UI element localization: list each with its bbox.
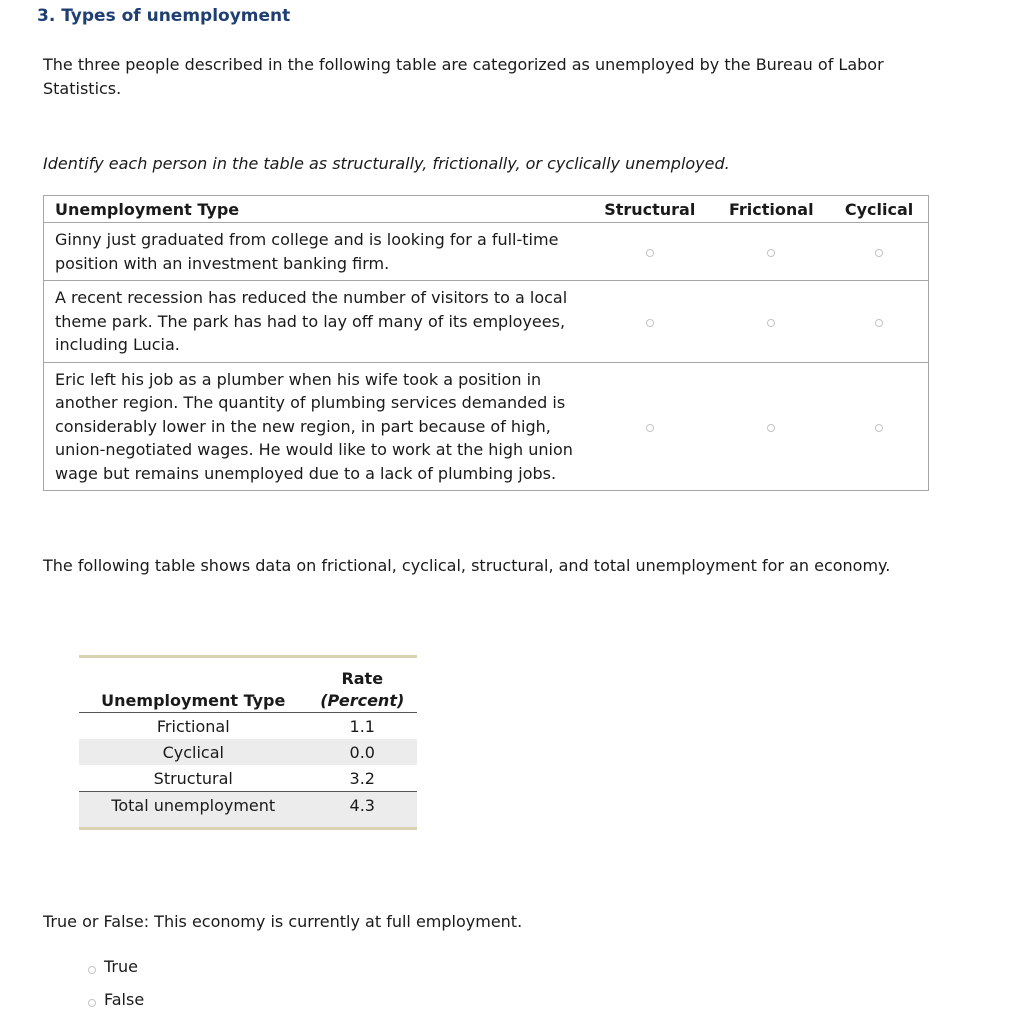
total-row bbox=[79, 792, 417, 829]
header-rate: Rate bbox=[341, 669, 384, 688]
instruction-text: Identify each person in the table as structurally, frictionally, or cyclically unemployed. bbox=[43, 154, 730, 173]
row-type: Cyclical bbox=[79, 739, 308, 765]
classification-table bbox=[43, 195, 929, 491]
total-rate: 4.3 bbox=[308, 792, 417, 829]
data-header-row-2 bbox=[79, 690, 417, 713]
table-row-lucia bbox=[44, 281, 929, 363]
option-true[interactable] bbox=[88, 957, 138, 976]
row-description: A recent recession has reduced the number of visitors to a local theme park. The park has had to lay off many of its employees, including Lucia. bbox=[44, 281, 588, 363]
ginny-frictional-radio[interactable] bbox=[767, 249, 775, 257]
lucia-structural-radio[interactable] bbox=[646, 319, 654, 327]
question-text: True or False: This economy is currently at full employment. bbox=[43, 912, 523, 931]
data-header-row-1 bbox=[79, 657, 417, 691]
table-row-ginny bbox=[44, 223, 929, 281]
lucia-frictional-radio[interactable] bbox=[767, 319, 775, 327]
header-frictional: Frictional bbox=[713, 196, 831, 223]
option-true-label: True bbox=[104, 957, 138, 976]
row-rate: 3.2 bbox=[349, 768, 375, 788]
section-heading: 3. Types of unemployment bbox=[37, 6, 291, 26]
eric-structural-radio[interactable] bbox=[646, 424, 654, 432]
header-unemployment-type: Unemployment Type bbox=[79, 690, 308, 713]
ginny-cyclical-radio[interactable] bbox=[875, 249, 883, 257]
row-description: Ginny just graduated from college and is looking for a full-time position with an investment banking firm. bbox=[44, 223, 588, 281]
intro-text: The three people described in the following table are categorized as unemployed by the Bureau of Labor Statistics. bbox=[43, 55, 884, 98]
true-radio[interactable] bbox=[88, 966, 96, 974]
data-intro-text: The following table shows data on frictional, cyclical, structural, and total unemployment for an economy. bbox=[43, 556, 891, 575]
option-false-label: False bbox=[104, 990, 145, 1009]
header-cyclical: Cyclical bbox=[830, 196, 928, 223]
false-radio[interactable] bbox=[88, 999, 96, 1007]
row-rate: 1.1 bbox=[349, 716, 375, 736]
table-row bbox=[79, 739, 417, 765]
row-type: Structural bbox=[153, 768, 233, 788]
option-false[interactable] bbox=[88, 990, 144, 1009]
lucia-cyclical-radio[interactable] bbox=[875, 319, 883, 327]
table-row bbox=[79, 713, 417, 740]
unemployment-rate-table bbox=[79, 655, 417, 830]
eric-frictional-radio[interactable] bbox=[767, 424, 775, 432]
header-unemployment-type: Unemployment Type bbox=[44, 196, 588, 223]
table-row bbox=[79, 765, 417, 792]
row-rate: 0.0 bbox=[308, 739, 417, 765]
eric-cyclical-radio[interactable] bbox=[875, 424, 883, 432]
ginny-structural-radio[interactable] bbox=[646, 249, 654, 257]
total-type: Total unemployment bbox=[79, 792, 308, 829]
header-structural: Structural bbox=[587, 196, 713, 223]
row-type: Frictional bbox=[156, 716, 230, 736]
table-row-eric bbox=[44, 362, 929, 491]
classification-header-row bbox=[44, 196, 929, 223]
header-rate-unit: (Percent) bbox=[308, 690, 417, 713]
row-description: Eric left his job as a plumber when his wife took a position in another region. The quantity of plumbing services demanded is considerably lower in the new region, in part because of high, union-negotiated wages. He would like to work at the high union wage but remains unemployed due to a lack of plumbing jobs. bbox=[44, 362, 588, 491]
